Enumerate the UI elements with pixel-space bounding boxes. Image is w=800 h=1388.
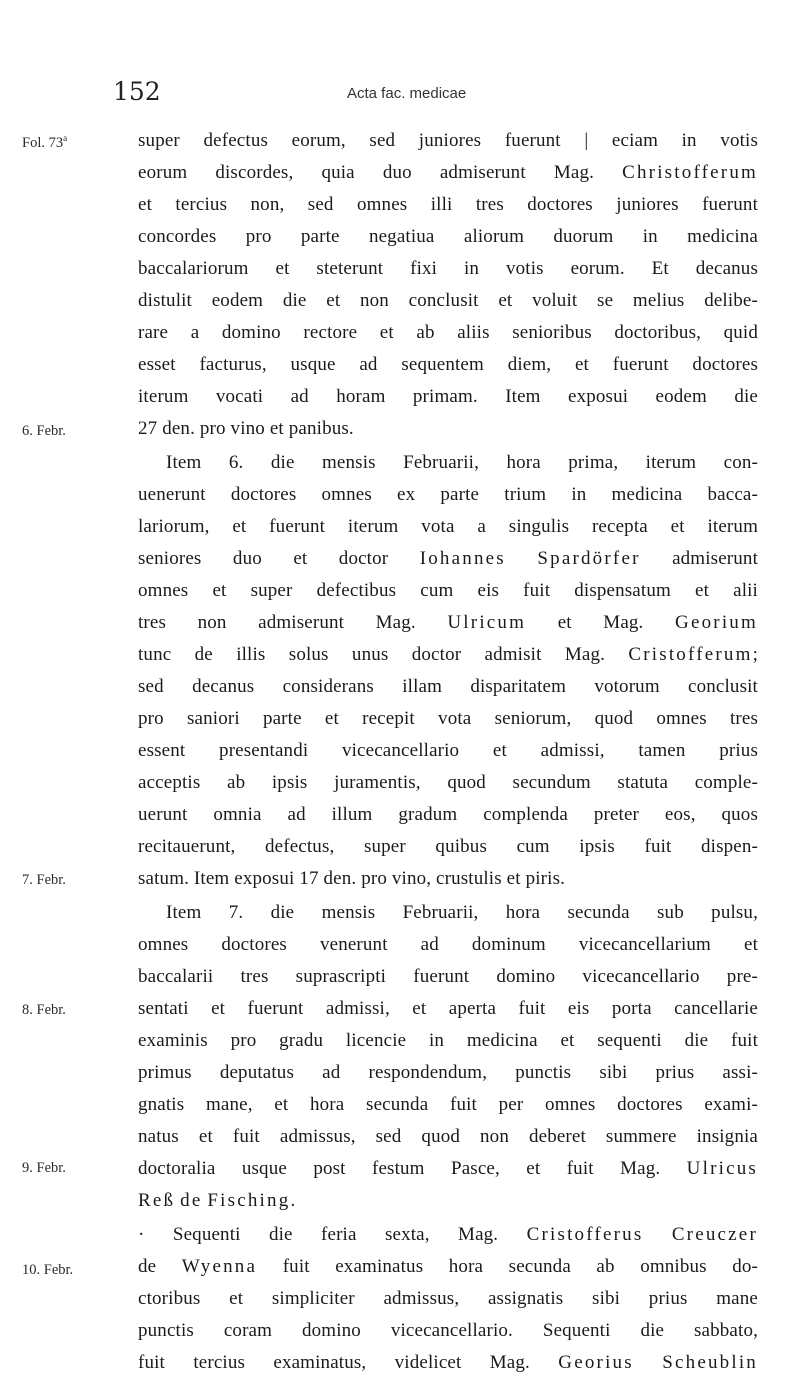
person-name: Ulricum [447,612,527,633]
text-line: punctis coram domino vicecancellario. Sequenti die sabbato, [138,1320,758,1341]
text-line: omnes et super defectibus cum eis fuit dispensatum et alii [138,580,758,601]
person-name: Georium [675,612,758,633]
text-line: examinis pro gradu licencie in medicina et sequenti die fuit [138,1030,758,1051]
person-name: Ulricus [686,1158,759,1179]
text-line: iterum vocati ad horam primam. Item exposui eodem die [138,386,758,407]
text-line: omnes doctores venerunt ad dominum vicecancellarium et [138,934,758,955]
text-line: baccalariorum et steterunt fixi in votis eorum. Et decanus [138,258,758,279]
text-line: distulit eodem die et non conclusit et voluit se melius delibe- [138,290,758,311]
text-line: gnatis mane, et hora secunda fuit per omnes doctores exami- [138,1094,758,1115]
person-name: Creuczer [671,1224,758,1245]
text-line: doctoralia usque post festum Pasce, et fuit Mag. Ulricus [138,1158,759,1179]
text-line: rare a domino rectore et ab aliis senioribus doctoribus, quid [138,322,758,343]
text-line: Item 7. die mensis Februarii, hora secunda sub pulsu, [166,902,758,923]
text-line: Item 6. die mensis Februarii, hora prima, iterum con- [166,452,758,473]
text-line: baccalarii tres suprascripti fuerunt domino vicecancellario pre- [138,966,758,987]
margin-note-feb9: 9. Febr. [22,1160,66,1176]
person-name: Cristofferum [628,644,753,665]
text-line: super defectus eorum, sed juniores fuerunt | eciam in votis [138,130,758,151]
text-line: · Sequenti die feria sexta, Mag. Cristofferus Creuczer [138,1224,758,1245]
text-line: ctoribus et simpliciter admissus, assignatis sibi prius mane [138,1288,758,1309]
text-line: tunc de illis solus unus doctor admisit Mag. Cristofferum; [138,644,758,665]
margin-note-feb7: 7. Febr. [22,872,66,888]
text-line: sed decanus considerans illam disparitatem votorum conclusit [138,676,758,697]
text-line: concordes pro parte negatiua aliorum duorum in medicina [138,226,758,247]
text-line: Reß de Fisching. [138,1190,296,1211]
place-name: Wyenna [181,1256,258,1277]
text-line: tres non admiserunt Mag. Ulricum et Mag. Georium [138,612,758,633]
running-title: Acta fac. medicae [347,85,467,102]
person-name: Iohannes [419,548,506,569]
person-name: Scheublin [662,1352,759,1373]
text-line: uerunt omnia ad illum gradum complenda preter eos, quos [138,804,758,825]
margin-note-folio: Fol. 73$^a$ [22,133,68,151]
text-line: natus et fuit admissus, sed quod non deberet summere insignia [138,1126,758,1147]
text-line: esset facturus, usque ad sequentem diem, et fuerunt doctores [138,354,758,375]
text-line: fuit tercius examinatus, videlicet Mag. Georius Scheublin [138,1352,759,1373]
person-name: Spardörfer [537,548,641,569]
margin-dot: · [138,1224,145,1245]
text-line: 27 den. pro vino et panibus. [138,418,354,439]
text-line: primus deputatus ad respondendum, punctis sibi prius assi- [138,1062,758,1083]
text-line: essent presentandi vicecancellario et admissi, tamen prius [138,740,758,761]
page-header [0,76,800,116]
text-line: eorum discordes, quia duo admiserunt Mag. Christofferum [138,162,758,183]
text-line: seniores duo et doctor Iohannes Spardörfer admiserunt [138,548,759,569]
margin-note-feb6: 6. Febr. [22,423,66,439]
text-line: uenerunt doctores omnes ex parte trium in medicina bacca- [138,484,758,505]
text-line: pro saniori parte et recepit vota seniorum, quod omnes tres [138,708,758,729]
text-line: lariorum, et fuerunt iterum vota a singulis recepta et iterum [138,516,758,537]
page-number: 152 [113,77,161,106]
person-name: Fisching [207,1190,291,1211]
person-name: Reß [138,1190,176,1211]
margin-note-feb10: 10. Febr. [22,1262,74,1278]
text-line: recitauerunt, defectus, super quibus cum ipsis fuit dispen- [138,836,758,857]
margin-note-feb8: 8. Febr. [22,1002,66,1018]
text-line: sentati et fuerunt admissi, et aperta fuit eis porta cancellarie [138,998,758,1019]
person-name: Georius [558,1352,634,1373]
text-line: de Wyenna fuit examinatus hora secunda ab omnibus do- [138,1256,759,1277]
person-name: Cristofferus [526,1224,644,1245]
text-line: et tercius non, sed omnes illi tres doctores juniores fuerunt [138,194,758,215]
text-line: acceptis ab ipsis juramentis, quod secundum statuta comple- [138,772,758,793]
text-line: satum. Item exposui 17 den. pro vino, crustulis et piris. [138,868,566,889]
person-name: Christofferum [622,162,758,183]
